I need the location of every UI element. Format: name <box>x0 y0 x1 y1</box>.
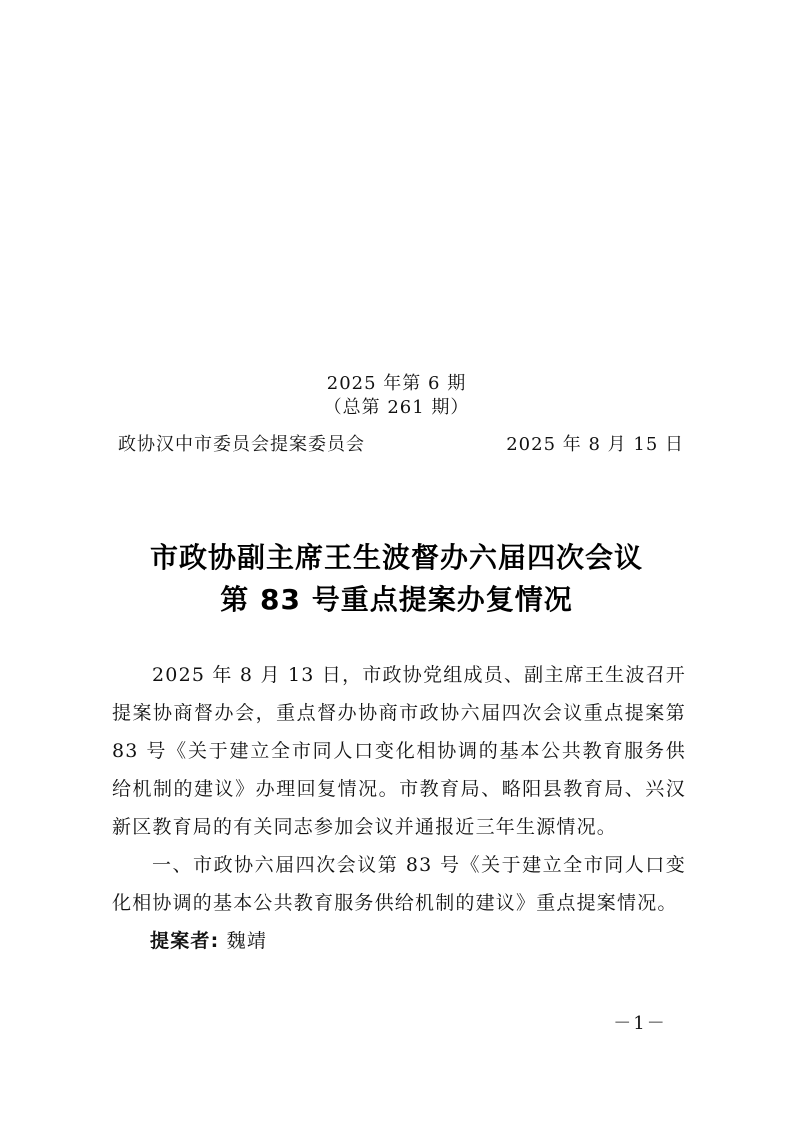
proposer-name: 魏靖 <box>219 930 268 952</box>
publisher: 政协汉中市委员会提案委员会 <box>118 434 365 455</box>
title-line-2: 第 83 号重点提案办复情况 <box>220 583 573 616</box>
issue-total: （总第 261 期） <box>323 397 470 418</box>
issue-number: 2025 年第 6 期 <box>326 373 467 394</box>
proposer <box>150 922 267 960</box>
proposer-label: 提案者: <box>150 930 220 952</box>
title-line-1: 市政协副主席王生波督办六届四次会议 <box>149 541 643 574</box>
body-paragraph-2: 一、市政协六届四次会议第 83 号《关于建立全市同人口变化相协调的基本公共教育服务供给机制的建议》重点提案情况。 <box>112 854 686 914</box>
publish-date: 2025 年 8 月 15 日 <box>506 434 684 455</box>
page-number: －1－ <box>613 1013 667 1034</box>
meta-row <box>118 432 684 458</box>
body-paragraph-1: 2025 年 8 月 13 日，市政协党组成员、副主席王生波召开提案协商督办会，重点督办协商市政协六届四次会议重点提案第 83 号《关于建立全市同人口变化相协调的基本公共教育服务供给机制的建议》办理回复情况。市教育局、略阳县教育局、兴汉新区教育局的有关同志参加会议并通报近三年生源情况。 <box>112 664 686 838</box>
